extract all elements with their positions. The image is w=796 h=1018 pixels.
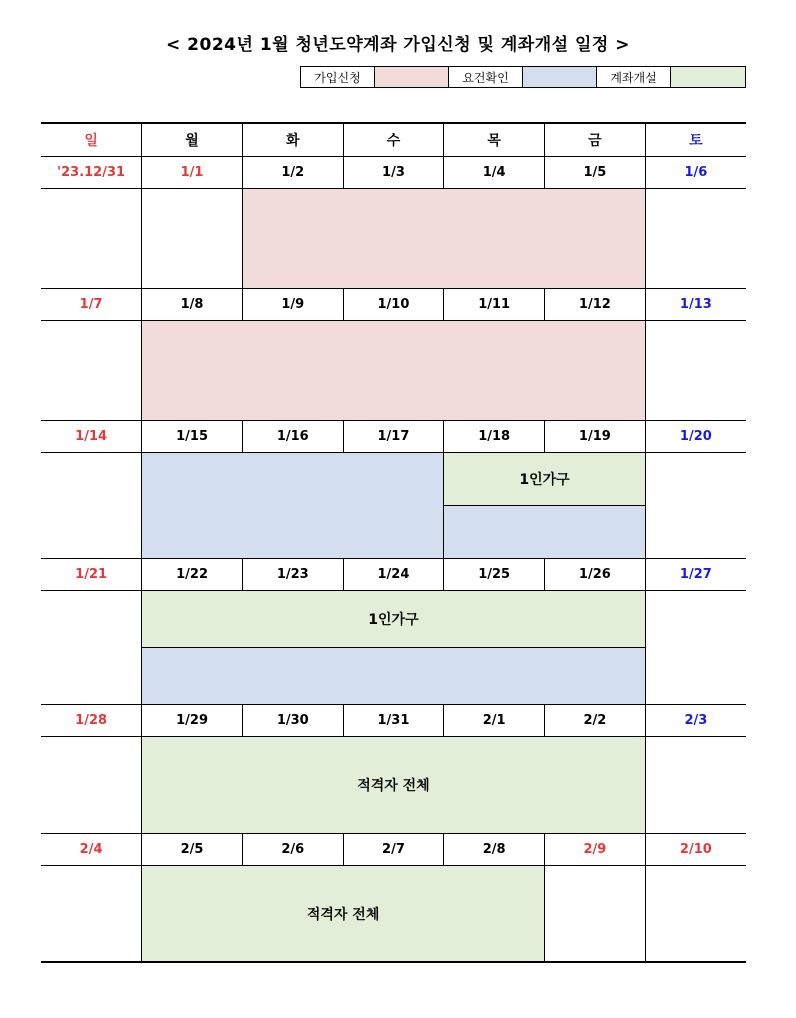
date-cell: 1/20	[645, 421, 746, 453]
date-cell: 1/21	[41, 559, 142, 591]
empty-cell	[41, 866, 142, 963]
date-cell: 1/22	[142, 559, 243, 591]
weekday-wed: 수	[343, 123, 444, 157]
date-cell: 1/1	[142, 157, 243, 189]
date-cell: 1/2	[242, 157, 343, 189]
date-cell: 1/16	[242, 421, 343, 453]
schedule-calendar	[41, 122, 746, 963]
legend-open-swatch	[671, 67, 745, 87]
date-cell: 1/23	[242, 559, 343, 591]
page-title: < 2024년 1월 청년도약계좌 가입신청 및 계좌개설 일정 >	[166, 35, 630, 55]
weekday-header-row	[41, 123, 746, 157]
empty-cell	[645, 453, 746, 559]
date-cell: 2/2	[545, 705, 646, 737]
date-cell: 2/3	[645, 705, 746, 737]
date-cell: 1/3	[343, 157, 444, 189]
weekday-fri: 금	[545, 123, 646, 157]
legend	[300, 66, 746, 88]
empty-cell	[645, 321, 746, 421]
date-cell: 2/10	[645, 834, 746, 866]
date-cell: 1/26	[545, 559, 646, 591]
verify-period-block	[142, 453, 444, 559]
empty-cell	[645, 866, 746, 963]
legend-apply-label: 가입신청	[301, 67, 375, 87]
legend-verify-swatch	[523, 67, 597, 87]
empty-cell	[142, 189, 243, 289]
date-cell: 2/8	[444, 834, 545, 866]
schedule-row	[41, 737, 746, 834]
open-single-household-block: 1인가구	[444, 453, 645, 506]
date-cell: 1/15	[142, 421, 243, 453]
empty-cell	[545, 866, 646, 963]
apply-period-block	[242, 189, 645, 289]
date-row	[41, 421, 746, 453]
date-cell: 1/8	[142, 289, 243, 321]
date-cell: 1/18	[444, 421, 545, 453]
empty-cell	[41, 591, 142, 705]
date-cell: 1/29	[142, 705, 243, 737]
date-cell: 1/25	[444, 559, 545, 591]
open-single-household-block: 1인가구	[142, 591, 646, 648]
weekday-sat: 토	[645, 123, 746, 157]
date-cell: 1/9	[242, 289, 343, 321]
schedule-row	[41, 321, 746, 421]
empty-cell	[41, 453, 142, 559]
date-cell: 1/24	[343, 559, 444, 591]
empty-cell	[645, 189, 746, 289]
schedule-row	[41, 453, 746, 506]
date-cell: 1/13	[645, 289, 746, 321]
date-cell: 2/1	[444, 705, 545, 737]
date-row	[41, 705, 746, 737]
date-row	[41, 289, 746, 321]
date-cell: 1/4	[444, 157, 545, 189]
open-all-eligible-block: 적격자 전체	[142, 866, 545, 963]
empty-cell	[41, 189, 142, 289]
open-all-eligible-block: 적격자 전체	[142, 737, 646, 834]
empty-cell	[41, 321, 142, 421]
date-cell: 2/6	[242, 834, 343, 866]
date-cell: 1/12	[545, 289, 646, 321]
date-cell: 1/17	[343, 421, 444, 453]
schedule-row	[41, 866, 746, 963]
date-cell: 1/27	[645, 559, 746, 591]
legend-open-label: 계좌개설	[597, 67, 671, 87]
weekday-sun: 일	[41, 123, 142, 157]
weekday-tue: 화	[242, 123, 343, 157]
date-cell: 1/14	[41, 421, 142, 453]
date-cell: 1/28	[41, 705, 142, 737]
date-cell: 1/10	[343, 289, 444, 321]
schedule-row	[41, 648, 746, 705]
empty-cell	[41, 737, 142, 834]
date-cell: 1/19	[545, 421, 646, 453]
date-row	[41, 157, 746, 189]
weekday-thu: 목	[444, 123, 545, 157]
date-cell: 1/7	[41, 289, 142, 321]
date-cell: 1/6	[645, 157, 746, 189]
date-row	[41, 834, 746, 866]
date-cell: 2/9	[545, 834, 646, 866]
date-cell: 1/31	[343, 705, 444, 737]
empty-cell	[645, 737, 746, 834]
date-cell: 2/4	[41, 834, 142, 866]
weekday-mon: 월	[142, 123, 243, 157]
empty-cell	[645, 591, 746, 705]
schedule-row	[41, 591, 746, 648]
apply-period-block	[142, 321, 646, 421]
schedule-row	[41, 189, 746, 289]
legend-verify-label: 요건확인	[449, 67, 523, 87]
verify-period-block	[142, 648, 646, 705]
date-cell: 1/30	[242, 705, 343, 737]
date-cell: 1/5	[545, 157, 646, 189]
legend-apply-swatch	[375, 67, 449, 87]
date-cell: 1/11	[444, 289, 545, 321]
date-cell: '23.12/31	[41, 157, 142, 189]
date-cell: 2/7	[343, 834, 444, 866]
date-cell: 2/5	[142, 834, 243, 866]
date-row	[41, 559, 746, 591]
verify-period-block	[444, 506, 645, 559]
